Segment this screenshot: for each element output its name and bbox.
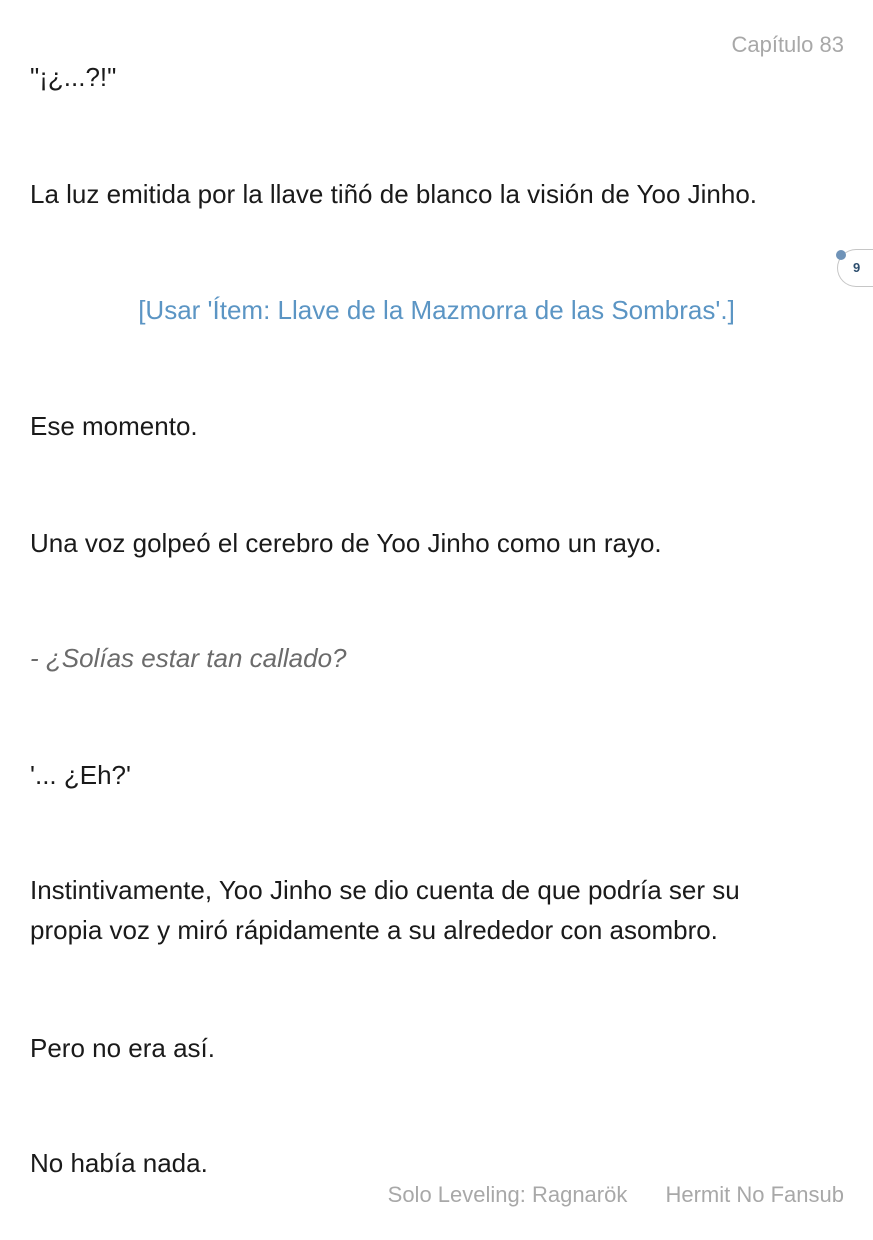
page-marker-number: 9 xyxy=(853,260,861,275)
footer-title: Solo Leveling: Ragnarök xyxy=(387,1182,628,1207)
paragraph-instinct-line-1: Instintivamente, Yoo Jinho se dio cuenta de que podría ser su xyxy=(30,875,740,905)
paragraph-dialogue: - ¿Solías estar tan callado? xyxy=(30,643,347,673)
paragraph-not-so: Pero no era así. xyxy=(30,1033,215,1063)
footer-credit: Hermit No Fansub xyxy=(665,1182,844,1207)
paragraph-moment: Ese momento. xyxy=(30,411,198,441)
footer xyxy=(388,1182,844,1208)
paragraph-instinct-line-2: propia voz y miró rápidamente a su alrededor con asombro. xyxy=(30,915,718,945)
paragraph-voice: Una voz golpeó el cerebro de Yoo Jinho como un rayo. xyxy=(30,528,662,558)
paragraph-exclamation: "¡¿...?!" xyxy=(30,62,117,92)
paragraph-light: La luz emitida por la llave tiñó de blanco la visión de Yoo Jinho. xyxy=(30,179,758,209)
system-message: [Usar 'Ítem: Llave de la Mazmorra de las Sombras'.] xyxy=(138,295,735,325)
paragraph-eh: '... ¿Eh?' xyxy=(30,760,131,790)
page-marker-dot-icon xyxy=(836,250,846,260)
page-marker-button[interactable] xyxy=(837,249,873,287)
paragraph-nothing: No había nada. xyxy=(30,1148,208,1178)
chapter-header: Capítulo 83 xyxy=(731,32,844,57)
